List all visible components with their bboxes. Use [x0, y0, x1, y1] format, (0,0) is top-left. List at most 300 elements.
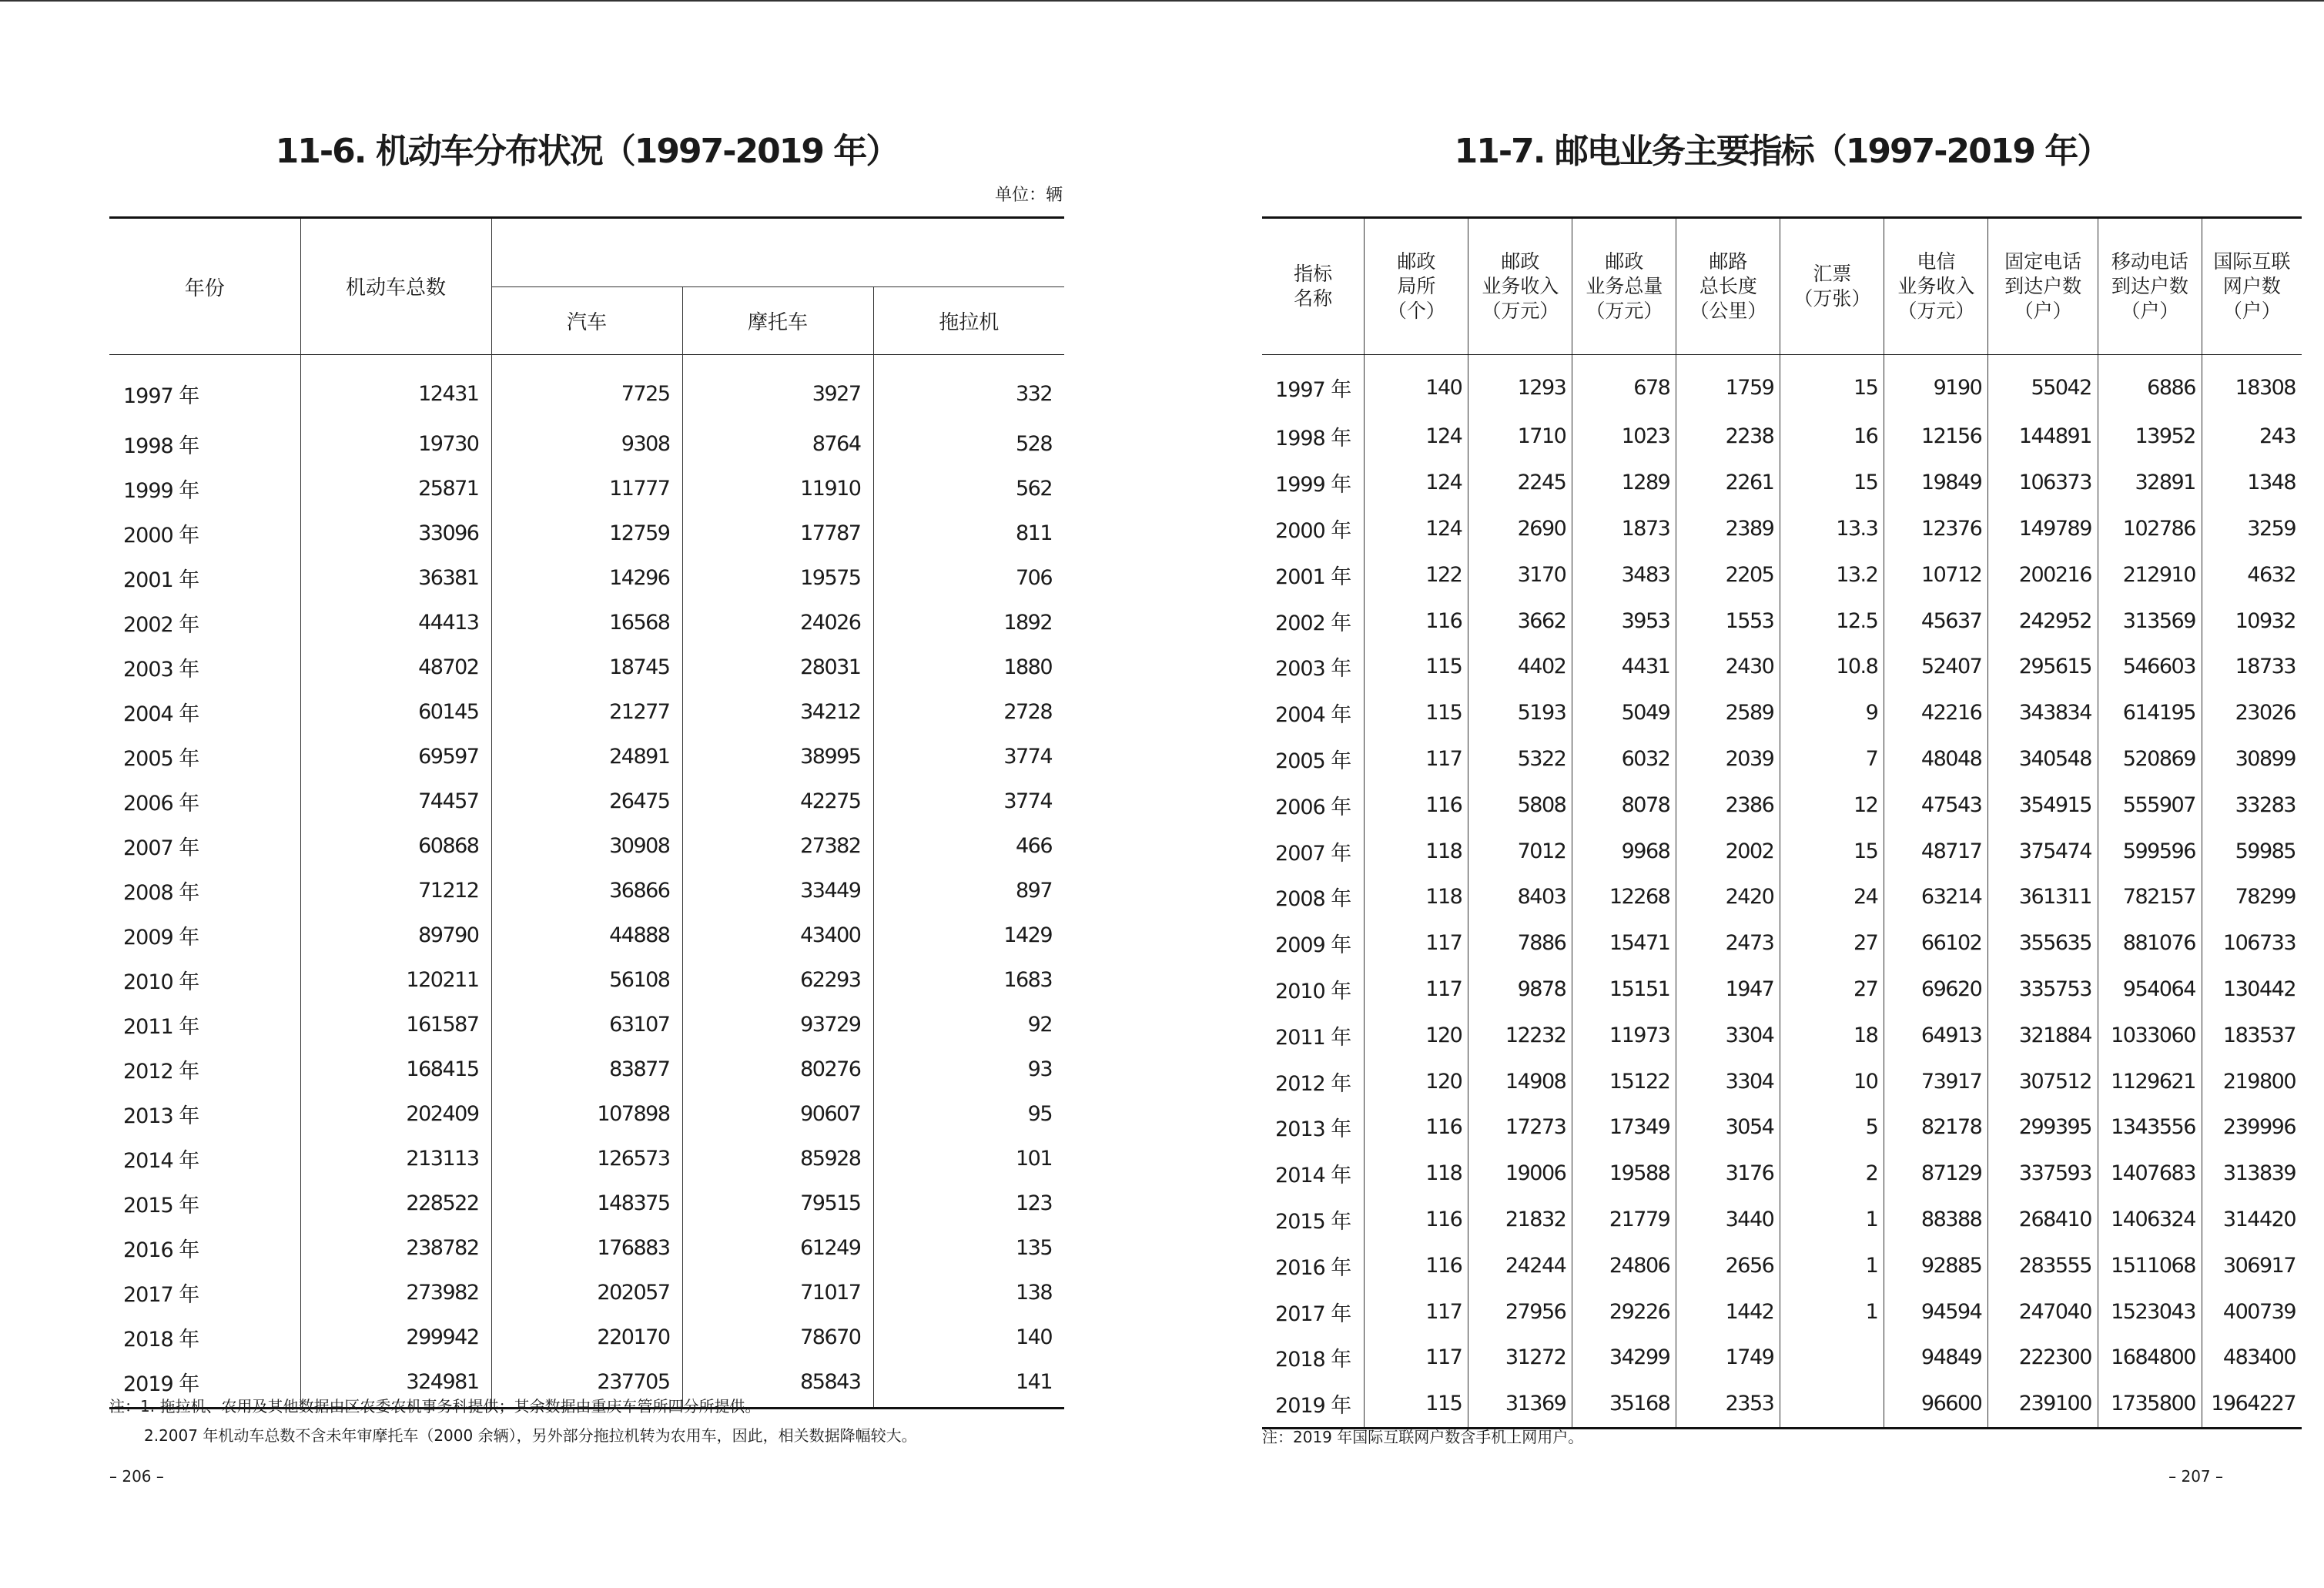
cell-fixed-phone-users: 355635	[1988, 920, 2098, 967]
cell-telecom-revenue: 69620	[1884, 967, 1988, 1013]
cell-fixed-phone-users: 295615	[1988, 644, 2098, 690]
cell-car: 36866	[491, 868, 682, 913]
table-row	[1262, 828, 2302, 874]
cell-year: 2001 年	[123, 568, 199, 592]
cell-indicator: 2004 年	[1275, 703, 1351, 728]
cell-postal-volume: 1023	[1572, 414, 1676, 460]
cell-internet-users: 1348	[2202, 460, 2302, 506]
cell-postal-volume: 6032	[1572, 736, 1676, 782]
cell-fixed-phone-users: 340548	[1988, 736, 2098, 782]
header-line: 移动电话	[2111, 250, 2188, 273]
cell-post-offices: 122	[1365, 551, 1468, 598]
cell-car: 148375	[491, 1181, 682, 1225]
cell-mobile-phone-users: 6886	[2098, 355, 2202, 414]
cell-indicator: 2003 年	[1275, 657, 1351, 682]
cell-year: 2013 年	[123, 1104, 199, 1128]
cell-total: 12431	[300, 355, 491, 422]
table-row	[1262, 1151, 2302, 1197]
cell-internet-users: 239996	[2202, 1104, 2302, 1151]
cell-money-orders: 24	[1780, 874, 1884, 920]
cell-total: 19730	[300, 421, 491, 466]
cell-post-offices: 116	[1365, 782, 1468, 828]
cell-car: 11777	[491, 466, 682, 511]
cell-mobile-phone-users: 520869	[2098, 736, 2202, 782]
cell-car: 9308	[491, 421, 682, 466]
table-row	[109, 689, 1064, 734]
table-row	[1262, 460, 2302, 506]
cell-fixed-phone-users: 299395	[1988, 1104, 2098, 1151]
cell-year: 2017 年	[123, 1282, 199, 1307]
header-line: 电信	[1917, 250, 1956, 273]
header-line: 到达户数	[2004, 275, 2082, 297]
cell-postal-volume: 4431	[1572, 644, 1676, 690]
cell-total: 89790	[300, 913, 491, 957]
cell-fixed-phone-users: 239100	[1988, 1381, 2098, 1428]
cell-postal-revenue: 17273	[1468, 1104, 1572, 1151]
header-motorcycle: 摩托车	[682, 287, 873, 355]
header-line: 名称	[1294, 287, 1333, 310]
cell-tractor: 562	[873, 466, 1064, 511]
cell-tractor: 1880	[873, 645, 1064, 689]
table-row	[109, 1181, 1064, 1225]
cell-car: 18745	[491, 645, 682, 689]
table-row	[1262, 920, 2302, 967]
cell-postal-revenue: 19006	[1468, 1151, 1572, 1197]
cell-car: 44888	[491, 913, 682, 957]
cell-motorcycle: 19575	[682, 555, 873, 600]
cell-internet-users: 3259	[2202, 506, 2302, 552]
cell-internet-users: 313839	[2202, 1151, 2302, 1197]
cell-telecom-revenue: 88388	[1884, 1197, 1988, 1243]
cell-car: 176883	[491, 1225, 682, 1270]
cell-mobile-phone-users: 954064	[2098, 967, 2202, 1013]
cell-postal-route-length: 1749	[1676, 1335, 1780, 1381]
cell-year: 2008 年	[123, 880, 199, 905]
header-line: 网户数	[2222, 275, 2281, 297]
vehicle-distribution-table	[109, 216, 1064, 1409]
cell-indicator: 2011 年	[1275, 1025, 1351, 1050]
cell-postal-route-length: 3304	[1676, 1012, 1780, 1058]
header-line: 到达户数	[2111, 275, 2188, 297]
cell-money-orders: 27	[1780, 967, 1884, 1013]
cell-tractor: 897	[873, 868, 1064, 913]
cell-mobile-phone-users: 1343556	[2098, 1104, 2202, 1151]
table-row	[1262, 414, 2302, 460]
header-postal-volume	[1572, 218, 1676, 355]
cell-telecom-revenue: 63214	[1884, 874, 1988, 920]
header-line: 总长度	[1699, 275, 1757, 297]
cell-motorcycle: 85843	[682, 1359, 873, 1409]
cell-indicator: 2007 年	[1275, 841, 1351, 866]
cell-postal-volume: 3953	[1572, 598, 1676, 644]
cell-total: 71212	[300, 868, 491, 913]
page-number: – 206 –	[109, 1467, 164, 1486]
table-row	[1262, 874, 2302, 920]
cell-telecom-revenue: 42216	[1884, 690, 1988, 736]
cell-tractor: 123	[873, 1181, 1064, 1225]
cell-year: 1999 年	[123, 478, 199, 503]
cell-total: 168415	[300, 1047, 491, 1091]
header-mobile-phone-users	[2098, 218, 2202, 355]
cell-mobile-phone-users: 102786	[2098, 506, 2202, 552]
header-total: 机动车总数	[300, 218, 491, 355]
cell-money-orders: 15	[1780, 460, 1884, 506]
table-row	[109, 600, 1064, 645]
cell-mobile-phone-users: 1406324	[2098, 1197, 2202, 1243]
cell-postal-route-length: 2389	[1676, 506, 1780, 552]
cell-post-offices: 116	[1365, 1197, 1468, 1243]
cell-internet-users: 183537	[2202, 1012, 2302, 1058]
table-row	[109, 466, 1064, 511]
cell-year: 2015 年	[123, 1193, 199, 1218]
cell-car: 126573	[491, 1136, 682, 1181]
header-money-orders	[1780, 218, 1884, 355]
cell-fixed-phone-users: 335753	[1988, 967, 2098, 1013]
table-row	[109, 421, 1064, 466]
cell-telecom-revenue: 92885	[1884, 1242, 1988, 1288]
cell-internet-users: 483400	[2202, 1335, 2302, 1381]
cell-fixed-phone-users: 321884	[1988, 1012, 2098, 1058]
cell-tractor: 138	[873, 1270, 1064, 1315]
cell-year: 1998 年	[123, 434, 199, 458]
cell-year: 2002 年	[123, 612, 199, 637]
cell-telecom-revenue: 94849	[1884, 1335, 1988, 1381]
cell-motorcycle: 33449	[682, 868, 873, 913]
cell-internet-users: 106733	[2202, 920, 2302, 967]
header-line: （户）	[2121, 300, 2179, 322]
cell-postal-route-length: 3054	[1676, 1104, 1780, 1151]
cell-telecom-revenue: 66102	[1884, 920, 1988, 967]
cell-postal-volume: 1289	[1572, 460, 1676, 506]
cell-motorcycle: 38995	[682, 734, 873, 779]
header-postal-route-length	[1676, 218, 1780, 355]
header-line: 邮路	[1709, 250, 1748, 273]
cell-post-offices: 116	[1365, 1242, 1468, 1288]
cell-postal-route-length: 2039	[1676, 736, 1780, 782]
cell-motorcycle: 28031	[682, 645, 873, 689]
cell-fixed-phone-users: 283555	[1988, 1242, 2098, 1288]
cell-postal-revenue: 2245	[1468, 460, 1572, 506]
cell-mobile-phone-users: 599596	[2098, 828, 2202, 874]
cell-money-orders: 5	[1780, 1104, 1884, 1151]
cell-motorcycle: 85928	[682, 1136, 873, 1181]
cell-tractor: 466	[873, 823, 1064, 868]
cell-indicator: 2006 年	[1275, 795, 1351, 819]
cell-year: 1997 年	[123, 384, 199, 408]
table-row	[109, 1002, 1064, 1047]
header-line: 业务收入	[1897, 275, 1975, 297]
table-row	[1262, 644, 2302, 690]
cell-tractor: 135	[873, 1225, 1064, 1270]
cell-motorcycle: 80276	[682, 1047, 873, 1091]
cell-mobile-phone-users: 13952	[2098, 414, 2202, 460]
cell-post-offices: 120	[1365, 1058, 1468, 1104]
cell-postal-volume: 34299	[1572, 1335, 1676, 1381]
cell-post-offices: 117	[1365, 736, 1468, 782]
cell-postal-route-length: 2002	[1676, 828, 1780, 874]
cell-car: 237705	[491, 1359, 682, 1409]
cell-telecom-revenue: 19849	[1884, 460, 1988, 506]
cell-telecom-revenue: 82178	[1884, 1104, 1988, 1151]
header-fixed-phone-users	[1988, 218, 2098, 355]
table-row	[109, 913, 1064, 957]
cell-postal-route-length: 2205	[1676, 551, 1780, 598]
cell-money-orders: 1	[1780, 1242, 1884, 1288]
cell-year: 2016 年	[123, 1238, 199, 1262]
cell-indicator: 2009 年	[1275, 933, 1351, 958]
cell-post-offices: 124	[1365, 414, 1468, 460]
cell-total: 60868	[300, 823, 491, 868]
cell-money-orders	[1780, 1335, 1884, 1381]
cell-postal-revenue: 14908	[1468, 1058, 1572, 1104]
cell-fixed-phone-users: 361311	[1988, 874, 2098, 920]
table-row	[109, 355, 1064, 422]
cell-telecom-revenue: 94594	[1884, 1288, 1988, 1335]
cell-tractor: 1683	[873, 957, 1064, 1002]
cell-telecom-revenue: 87129	[1884, 1151, 1988, 1197]
cell-post-offices: 117	[1365, 967, 1468, 1013]
cell-mobile-phone-users: 1129621	[2098, 1058, 2202, 1104]
cell-telecom-revenue: 73917	[1884, 1058, 1988, 1104]
header-spacer	[491, 218, 1064, 287]
cell-post-offices: 115	[1365, 690, 1468, 736]
cell-tractor: 528	[873, 421, 1064, 466]
cell-year: 2000 年	[123, 523, 199, 548]
cell-mobile-phone-users: 1684800	[2098, 1335, 2202, 1381]
cell-money-orders: 12.5	[1780, 598, 1884, 644]
header-line: （户）	[2222, 300, 2281, 322]
cell-total: 202409	[300, 1091, 491, 1136]
cell-postal-revenue: 7886	[1468, 920, 1572, 967]
table-row	[109, 823, 1064, 868]
cell-postal-route-length: 3440	[1676, 1197, 1780, 1243]
cell-postal-volume: 11973	[1572, 1012, 1676, 1058]
cell-post-offices: 117	[1365, 920, 1468, 967]
table-row	[109, 779, 1064, 823]
cell-year: 2012 年	[123, 1059, 199, 1084]
header-line: 汇票	[1813, 263, 1852, 285]
cell-postal-volume: 1873	[1572, 506, 1676, 552]
cell-car: 26475	[491, 779, 682, 823]
cell-tractor: 706	[873, 555, 1064, 600]
right-page	[1162, 0, 2324, 1588]
cell-postal-route-length: 2656	[1676, 1242, 1780, 1288]
cell-postal-volume: 19588	[1572, 1151, 1676, 1197]
cell-postal-revenue: 3662	[1468, 598, 1572, 644]
header-line: （万元）	[1586, 300, 1663, 322]
cell-total: 273982	[300, 1270, 491, 1315]
table-row	[109, 1315, 1064, 1359]
header-indicator	[1262, 218, 1365, 355]
cell-year: 2005 年	[123, 746, 199, 771]
cell-total: 25871	[300, 466, 491, 511]
cell-indicator: 2013 年	[1275, 1117, 1351, 1142]
cell-money-orders: 2	[1780, 1151, 1884, 1197]
cell-postal-volume: 3483	[1572, 551, 1676, 598]
header-line: 业务收入	[1482, 275, 1559, 297]
cell-postal-route-length: 2589	[1676, 690, 1780, 736]
cell-money-orders: 13.3	[1780, 506, 1884, 552]
cell-internet-users: 33283	[2202, 782, 2302, 828]
cell-tractor: 95	[873, 1091, 1064, 1136]
cell-postal-route-length: 1553	[1676, 598, 1780, 644]
cell-money-orders: 10.8	[1780, 644, 1884, 690]
cell-total: 74457	[300, 779, 491, 823]
cell-car: 30908	[491, 823, 682, 868]
cell-post-offices: 115	[1365, 644, 1468, 690]
cell-postal-revenue: 31272	[1468, 1335, 1572, 1381]
header-postal-revenue	[1468, 218, 1572, 355]
cell-internet-users: 314420	[2202, 1197, 2302, 1243]
header-year: 年份	[109, 218, 300, 355]
header-line: （万元）	[1482, 300, 1559, 322]
cell-postal-revenue: 21832	[1468, 1197, 1572, 1243]
cell-mobile-phone-users: 1523043	[2098, 1288, 2202, 1335]
header-telecom-revenue	[1884, 218, 1988, 355]
cell-motorcycle: 43400	[682, 913, 873, 957]
page-title: 11-7. 邮电业务主要指标（1997-2019 年）	[1454, 132, 2110, 171]
cell-postal-revenue: 2690	[1468, 506, 1572, 552]
cell-motorcycle: 61249	[682, 1225, 873, 1270]
cell-fixed-phone-users: 247040	[1988, 1288, 2098, 1335]
postal-telecom-table	[1262, 216, 2302, 1429]
cell-tractor: 332	[873, 355, 1064, 422]
cell-internet-users: 1964227	[2202, 1381, 2302, 1428]
cell-year: 2006 年	[123, 791, 199, 816]
cell-year: 2019 年	[123, 1372, 199, 1396]
header-line: 局所	[1397, 275, 1436, 297]
table-row	[1262, 782, 2302, 828]
cell-postal-revenue: 8403	[1468, 874, 1572, 920]
cell-indicator: 2017 年	[1275, 1302, 1351, 1326]
cell-indicator: 2000 年	[1275, 518, 1351, 543]
table-row	[1262, 690, 2302, 736]
table-row	[1262, 1197, 2302, 1243]
cell-indicator: 2014 年	[1275, 1164, 1351, 1188]
cell-motorcycle: 79515	[682, 1181, 873, 1225]
table-row	[109, 1225, 1064, 1270]
cell-tractor: 2728	[873, 689, 1064, 734]
cell-motorcycle: 27382	[682, 823, 873, 868]
header-line: （万张）	[1793, 287, 1871, 310]
cell-mobile-phone-users: 614195	[2098, 690, 2202, 736]
table-row	[1262, 551, 2302, 598]
cell-postal-volume: 15471	[1572, 920, 1676, 967]
cell-indicator: 1998 年	[1275, 427, 1351, 451]
table-row	[109, 1136, 1064, 1181]
table-row	[109, 645, 1064, 689]
header-line: 邮政	[1605, 250, 1644, 273]
table-row	[109, 1047, 1064, 1091]
cell-postal-route-length: 2353	[1676, 1381, 1780, 1428]
cell-internet-users: 30899	[2202, 736, 2302, 782]
cell-fixed-phone-users: 200216	[1988, 551, 2098, 598]
cell-postal-revenue: 4402	[1468, 644, 1572, 690]
cell-post-offices: 116	[1365, 598, 1468, 644]
cell-post-offices: 124	[1365, 506, 1468, 552]
cell-telecom-revenue: 64913	[1884, 1012, 1988, 1058]
cell-internet-users: 306917	[2202, 1242, 2302, 1288]
cell-postal-route-length: 2238	[1676, 414, 1780, 460]
cell-indicator: 2012 年	[1275, 1071, 1351, 1096]
cell-car: 83877	[491, 1047, 682, 1091]
cell-car: 56108	[491, 957, 682, 1002]
cell-fixed-phone-users: 55042	[1988, 355, 2098, 414]
cell-total: 213113	[300, 1136, 491, 1181]
cell-tractor: 3774	[873, 734, 1064, 779]
cell-car: 7725	[491, 355, 682, 422]
table-row	[1262, 1012, 2302, 1058]
cell-total: 228522	[300, 1181, 491, 1225]
cell-telecom-revenue: 47543	[1884, 782, 1988, 828]
cell-tractor: 101	[873, 1136, 1064, 1181]
cell-car: 16568	[491, 600, 682, 645]
cell-year: 2009 年	[123, 925, 199, 950]
cell-total: 161587	[300, 1002, 491, 1047]
cell-total: 299942	[300, 1315, 491, 1359]
cell-money-orders: 12	[1780, 782, 1884, 828]
cell-car: 12759	[491, 511, 682, 555]
cell-fixed-phone-users: 307512	[1988, 1058, 2098, 1104]
cell-tractor: 1429	[873, 913, 1064, 957]
cell-motorcycle: 42275	[682, 779, 873, 823]
cell-mobile-phone-users: 1407683	[2098, 1151, 2202, 1197]
cell-postal-volume: 15151	[1572, 967, 1676, 1013]
cell-indicator: 2018 年	[1275, 1348, 1351, 1372]
cell-mobile-phone-users: 1511068	[2098, 1242, 2202, 1288]
cell-total: 324981	[300, 1359, 491, 1409]
cell-mobile-phone-users: 32891	[2098, 460, 2202, 506]
cell-total: 238782	[300, 1225, 491, 1270]
cell-post-offices: 118	[1365, 874, 1468, 920]
header-post-offices	[1365, 218, 1468, 355]
table-row	[1262, 736, 2302, 782]
cell-post-offices: 116	[1365, 1104, 1468, 1151]
cell-mobile-phone-users: 1033060	[2098, 1012, 2202, 1058]
cell-post-offices: 118	[1365, 828, 1468, 874]
cell-fixed-phone-users: 354915	[1988, 782, 2098, 828]
cell-post-offices: 117	[1365, 1288, 1468, 1335]
cell-indicator: 1999 年	[1275, 473, 1351, 498]
cell-fixed-phone-users: 375474	[1988, 828, 2098, 874]
cell-postal-revenue: 5193	[1468, 690, 1572, 736]
table-row	[1262, 598, 2302, 644]
cell-car: 220170	[491, 1315, 682, 1359]
cell-telecom-revenue: 12156	[1884, 414, 1988, 460]
cell-internet-users: 243	[2202, 414, 2302, 460]
header-tractor: 拖拉机	[873, 287, 1064, 355]
table-row	[1262, 1381, 2302, 1428]
cell-motorcycle: 3927	[682, 355, 873, 422]
header-car: 汽车	[491, 287, 682, 355]
cell-motorcycle: 24026	[682, 600, 873, 645]
cell-car: 63107	[491, 1002, 682, 1047]
cell-postal-route-length: 2473	[1676, 920, 1780, 967]
cell-year: 2004 年	[123, 702, 199, 726]
cell-year: 2007 年	[123, 836, 199, 860]
cell-telecom-revenue: 48717	[1884, 828, 1988, 874]
table-row	[109, 511, 1064, 555]
table-row	[1262, 1058, 2302, 1104]
cell-total: 69597	[300, 734, 491, 779]
cell-total: 33096	[300, 511, 491, 555]
cell-tractor: 141	[873, 1359, 1064, 1409]
cell-money-orders: 7	[1780, 736, 1884, 782]
cell-tractor: 811	[873, 511, 1064, 555]
cell-indicator: 2010 年	[1275, 979, 1351, 1003]
cell-mobile-phone-users: 1735800	[2098, 1381, 2202, 1428]
cell-internet-users: 130442	[2202, 967, 2302, 1013]
